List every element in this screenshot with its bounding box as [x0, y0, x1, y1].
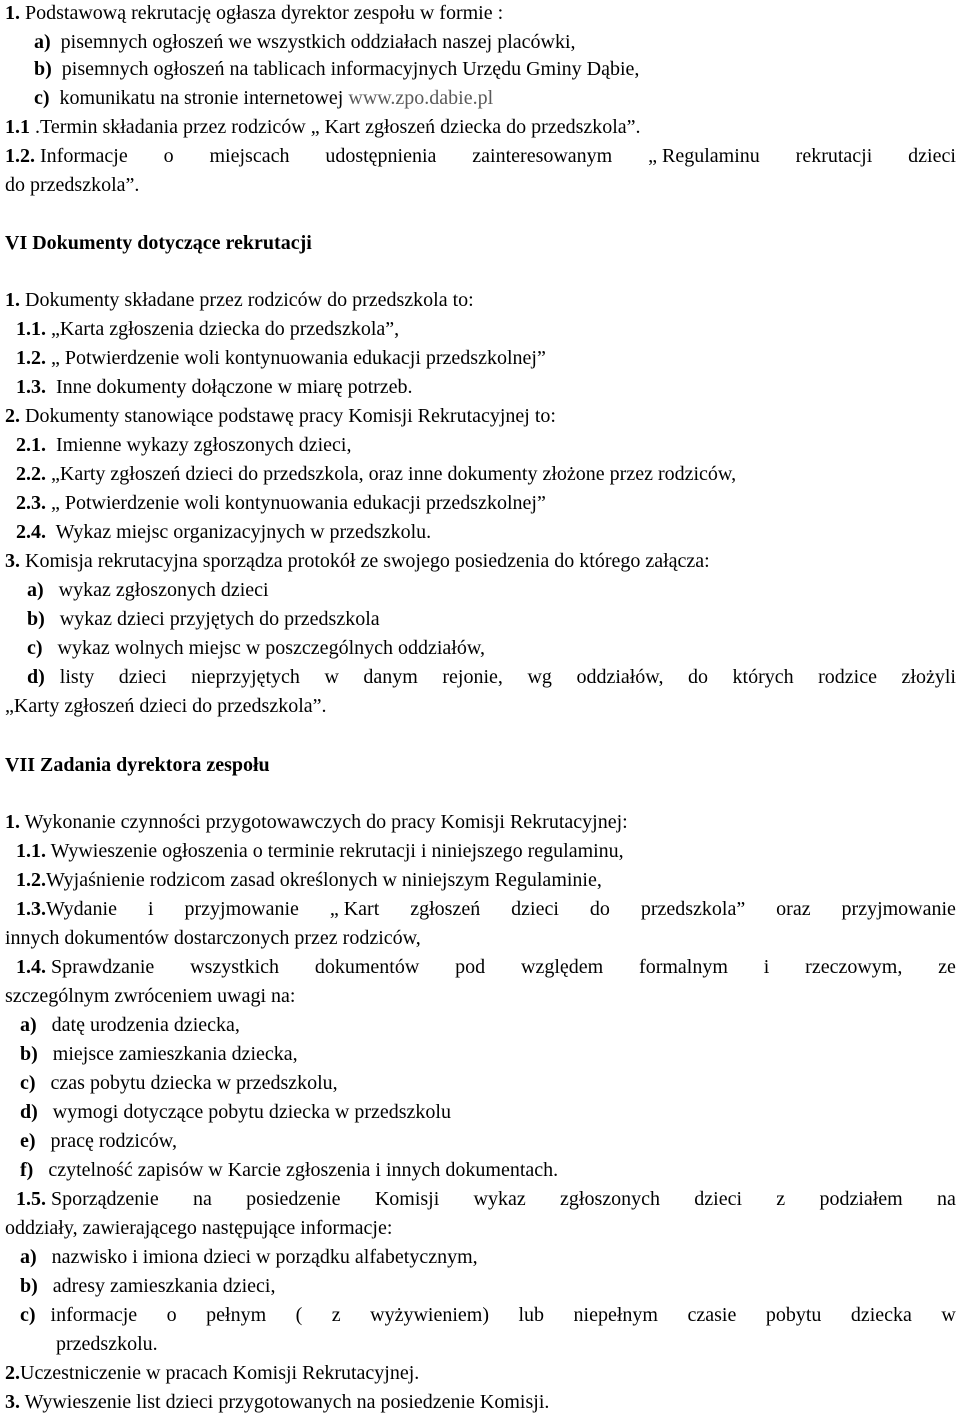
word: i — [147, 898, 154, 920]
item-number: 2.1. — [16, 434, 46, 456]
vii-list-item-a — [20, 1012, 240, 1038]
subpoint-1-1 — [5, 114, 641, 140]
item-number: 1.3. — [16, 376, 46, 398]
word: czasie — [687, 1304, 737, 1326]
item-text: Wywieszenie list dzieci przygotowanych na posiedzenie Komisji. — [24, 1391, 550, 1413]
word: Komisji — [374, 1188, 440, 1210]
subpoint-1-2 — [5, 143, 956, 169]
item-number: 1.3. — [16, 898, 46, 920]
item-text: datę urodzenia dziecka, — [51, 1014, 240, 1036]
item-text: „ Potwierdzenie woli kontynuowania edukacji przedszkolnej” — [51, 492, 546, 514]
word: rodzice — [818, 666, 877, 688]
section-vi-heading: VI Dokumenty dotyczące rekrutacji — [5, 232, 312, 254]
item-text: wykaz wolnych miejsc w poszczególnych oddziałów, — [57, 637, 486, 659]
vii-item-1-5-continuation: oddziały, zawierającego następujące informacje: — [5, 1217, 393, 1239]
word: podziałem — [819, 1188, 903, 1210]
word: rzeczowym, — [805, 956, 903, 978]
item-text: miejsce zamieszkania dziecka, — [52, 1043, 298, 1065]
word: Sprawdzanie — [51, 956, 155, 978]
item-text: komunikatu na stronie internetowej — [59, 87, 344, 109]
word: pobytu — [765, 1304, 822, 1326]
vi-item-2-4 — [16, 519, 431, 545]
word: których — [732, 666, 794, 688]
item-label: b) — [20, 1275, 38, 1297]
item-label: c) — [27, 637, 43, 659]
item-label: a) — [34, 31, 51, 53]
word: ze — [938, 956, 956, 978]
item-text: wykaz zgłoszonych dzieci — [58, 579, 269, 601]
word: do — [687, 666, 708, 688]
item-label: a) — [20, 1014, 37, 1036]
vi-list-item-d — [27, 664, 956, 690]
subpoint-text: .Termin składania przez rodziców „ Kart zgłoszeń dziecka do przedszkola”. — [35, 116, 641, 138]
word: przyjmowanie — [184, 898, 299, 920]
item-number: 2.3. — [16, 492, 46, 514]
vi-item-2-2 — [16, 461, 736, 487]
vi-item-2-1 — [16, 432, 351, 458]
vi-list-item-a — [27, 577, 269, 603]
word: i — [763, 956, 770, 978]
subpoint-number: 1.1 — [5, 116, 30, 138]
word: dzieci — [118, 666, 167, 688]
word: przedszkola” — [640, 898, 746, 920]
word: posiedzenie — [246, 1188, 341, 1210]
list-item-b — [34, 56, 639, 82]
word: informacje — [50, 1304, 138, 1326]
word: oddziałów, — [576, 666, 664, 688]
vii-item-1-5 — [16, 1186, 956, 1212]
item-number: 1.2. — [16, 347, 46, 369]
word: udostępnienia — [325, 145, 437, 167]
vi-list-item-d-continuation: „Karty zgłoszeń dzieci do przedszkola”. — [5, 695, 327, 717]
word: wszystkich — [190, 956, 280, 978]
word: z — [331, 1304, 341, 1326]
vi-item-1-3 — [16, 374, 413, 400]
word: pełnym — [206, 1304, 267, 1326]
vii-item-1 — [5, 809, 628, 835]
word: przyjmowanie — [841, 898, 956, 920]
vii-item-1-4 — [16, 954, 956, 980]
word: wg — [527, 666, 552, 688]
item-text: Wykonanie czynności przygotowawczych do pracy Komisji Rekrutacyjnej: — [24, 811, 628, 833]
vii-sublist-item-c — [20, 1302, 956, 1328]
item-text: nazwisko i imiona dzieci w porządku alfabetycznym, — [51, 1246, 478, 1268]
word: danym — [363, 666, 418, 688]
word: ( — [295, 1304, 303, 1326]
point-1 — [5, 0, 503, 26]
vii-item-1-3 — [16, 896, 956, 922]
item-number: 1. — [5, 811, 20, 833]
vii-list-item-d — [20, 1099, 451, 1125]
vii-list-item-e — [20, 1128, 177, 1154]
item-text: Wywieszenie ogłoszenia o terminie rekrutacji i niniejszego regulaminu, — [50, 840, 624, 862]
word: niepełnym — [573, 1304, 658, 1326]
vi-item-2-3 — [16, 490, 546, 516]
vii-item-1-1 — [16, 838, 624, 864]
item-number: 3. — [5, 1391, 20, 1413]
word: listy — [59, 666, 95, 688]
word: z — [776, 1188, 786, 1210]
item-text: „ Potwierdzenie woli kontynuowania edukacji przedszkolnej” — [51, 347, 546, 369]
subpoint-number: 1.2. — [5, 145, 35, 167]
item-label: c) — [20, 1072, 36, 1094]
item-number: 1.4. — [16, 956, 46, 978]
subpoint-1-2-continuation: do przedszkola”. — [5, 174, 140, 196]
item-text: wymogi dotyczące pobytu dziecka w przedszkolu — [52, 1101, 451, 1123]
word: pod — [455, 956, 486, 978]
list-item-a — [34, 29, 576, 55]
item-text: pracę rodziców, — [50, 1130, 177, 1152]
item-text: adresy zamieszkania dzieci, — [52, 1275, 276, 1297]
vi-list-item-c — [27, 635, 485, 661]
item-label: d) — [20, 1101, 38, 1123]
item-number: 1.1. — [16, 840, 46, 862]
vi-item-2 — [5, 403, 556, 429]
item-text: Wykaz miejsc organizacyjnych w przedszkolu. — [55, 521, 432, 543]
item-text: „Karta zgłoszenia dziecka do przedszkola”, — [51, 318, 400, 340]
vii-list-item-f — [20, 1157, 558, 1183]
item-label: b) — [20, 1043, 38, 1065]
word: do — [589, 898, 610, 920]
item-number: 2. — [5, 405, 20, 427]
vii-list-item-b — [20, 1041, 298, 1067]
word: „ — [648, 145, 658, 167]
item-label: b) — [27, 608, 45, 630]
item-label: a) — [27, 579, 44, 601]
vii-sublist-item-a — [20, 1244, 478, 1270]
item-text: Dokumenty składane przez rodziców do przedszkola to: — [25, 289, 474, 311]
word: oraz — [776, 898, 811, 920]
item-text: Wyjaśnienie rodzicom zasad określonych w niniejszym Regulaminie, — [46, 869, 602, 891]
item-text: Inne dokumenty dołączone w miarę potrzeb. — [56, 376, 413, 398]
item-label: c) — [34, 87, 50, 109]
item-number: 1.2. — [16, 869, 46, 891]
word: dokumentów — [314, 956, 420, 978]
word: rekrutacji — [795, 145, 873, 167]
word: dziecka — [850, 1304, 912, 1326]
word: formalnym — [639, 956, 728, 978]
vi-item-1-2 — [16, 345, 546, 371]
word: zgłoszonych — [560, 1188, 660, 1210]
item-text: wykaz dzieci przyjętych do przedszkola — [59, 608, 380, 630]
item-label: f) — [20, 1159, 34, 1181]
word: nieprzyjętych — [191, 666, 300, 688]
item-text: Uczestniczenie w pracach Komisji Rekrutacyjnej. — [20, 1362, 420, 1384]
item-number: 3. — [5, 550, 20, 572]
word: dzieci — [511, 898, 559, 920]
word: rejonie, — [442, 666, 503, 688]
vii-list-item-c — [20, 1070, 338, 1096]
item-number: 1.1. — [16, 318, 46, 340]
word: zgłoszeń — [410, 898, 481, 920]
word: dzieci — [908, 145, 956, 167]
vi-item-3 — [5, 548, 710, 574]
item-text: czas pobytu dziecka w przedszkolu, — [50, 1072, 338, 1094]
vii-item-3 — [5, 1389, 549, 1415]
item-text: Imienne wykazy zgłoszonych dzieci, — [56, 434, 352, 456]
vi-item-1 — [5, 287, 474, 313]
item-text: pisemnych ogłoszeń na tablicach informacyjnych Urzędu Gminy Dąbie, — [61, 58, 640, 80]
word: dzieci — [694, 1188, 743, 1210]
list-item-c — [34, 85, 493, 111]
item-text: Komisja rekrutacyjna sporządza protokół ze swojego posiedzenia do którego załącza: — [25, 550, 710, 572]
vii-item-1-2 — [16, 867, 602, 893]
word: „ — [329, 898, 339, 920]
vii-item-2 — [5, 1360, 419, 1386]
word: w — [324, 666, 339, 688]
item-label: a) — [20, 1246, 37, 1268]
item-text: pisemnych ogłoszeń we wszystkich oddziałach naszej placówki, — [60, 31, 576, 53]
section-vii-heading: VII Zadania dyrektora zespołu — [5, 754, 270, 776]
item-text: czytelność zapisów w Karcie zgłoszenia i innych dokumentach. — [48, 1159, 559, 1181]
vi-list-item-b — [27, 606, 380, 632]
item-label: b) — [34, 58, 52, 80]
vii-sublist-item-c-continuation: przedszkolu. — [56, 1333, 158, 1355]
word: na — [937, 1188, 956, 1210]
word: względem — [521, 956, 604, 978]
word: lub — [518, 1304, 545, 1326]
word: zainteresowanym — [472, 145, 613, 167]
item-text: „Karty zgłoszeń dzieci do przedszkola, oraz inne dokumenty złożone przez rodziców, — [51, 463, 737, 485]
word: miejscach — [209, 145, 290, 167]
vii-sublist-item-b — [20, 1273, 275, 1299]
point-text: Podstawową rekrutację ogłasza dyrektor zespołu w formie : — [25, 2, 504, 24]
vii-item-1-3-continuation: innych dokumentów dostarczonych przez rodziców, — [5, 927, 421, 949]
word: w — [941, 1304, 956, 1326]
item-text: Dokumenty stanowiące podstawę pracy Komisji Rekrutacyjnej to: — [25, 405, 556, 427]
item-number: 1. — [5, 289, 20, 311]
word: Regulaminu — [662, 145, 760, 167]
item-label: c) — [20, 1304, 36, 1326]
item-number: 2.4. — [16, 521, 46, 543]
item-label: d) — [27, 666, 45, 688]
item-number: 2.2. — [16, 463, 46, 485]
word: o — [166, 1304, 177, 1326]
word: na — [193, 1188, 212, 1210]
item-number: 2. — [5, 1362, 20, 1384]
word: Sporządzenie — [51, 1188, 159, 1210]
vi-item-1-1 — [16, 316, 399, 342]
word: o — [163, 145, 174, 167]
point-number: 1. — [5, 2, 20, 24]
word: wykaz — [473, 1188, 526, 1210]
word: Informacje — [40, 145, 128, 167]
word: Wydanie — [46, 898, 117, 920]
item-number: 1.5. — [16, 1188, 46, 1210]
item-label: e) — [20, 1130, 36, 1152]
word: wyżywieniem) — [370, 1304, 490, 1326]
word: złożyli — [901, 666, 956, 688]
vii-item-1-4-continuation: szczególnym zwróceniem uwagi na: — [5, 985, 296, 1007]
word: Kart — [343, 898, 380, 920]
website-link[interactable]: www.zpo.dabie.pl — [348, 87, 494, 109]
